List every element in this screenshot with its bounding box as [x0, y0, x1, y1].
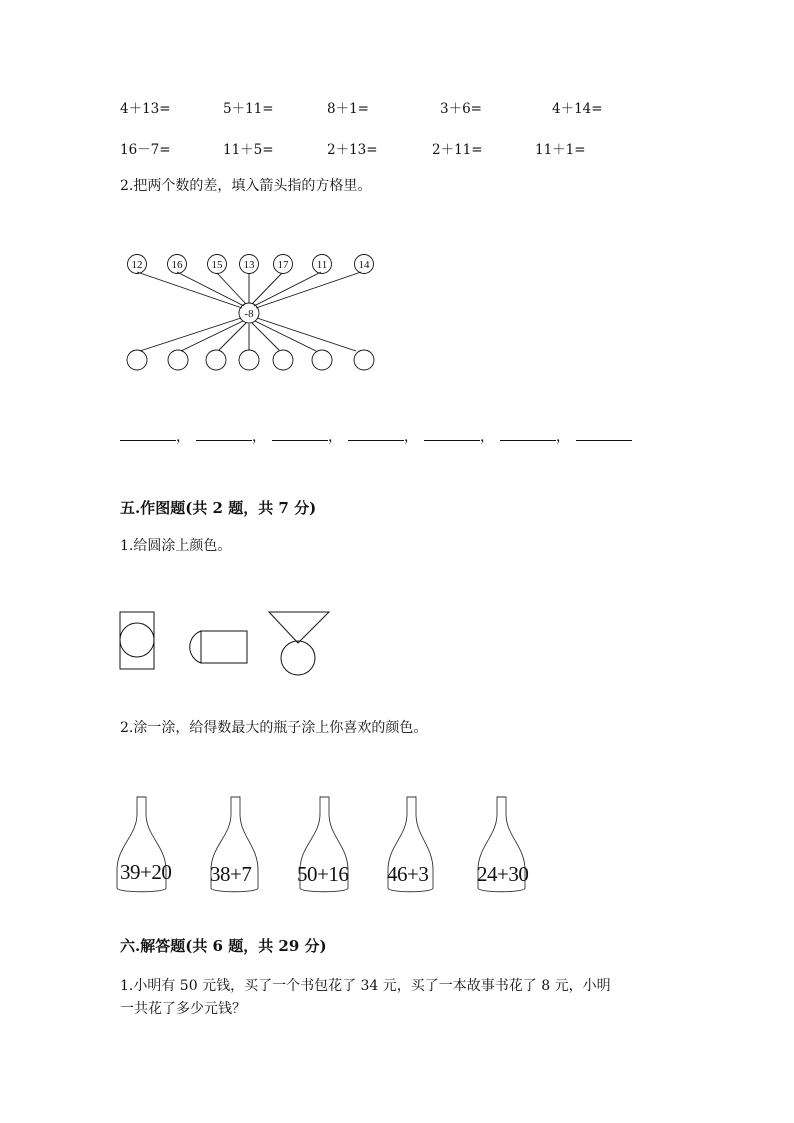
bottle-label: 38+7 [210, 862, 252, 886]
answer-circle [312, 350, 332, 370]
bottle-label: 39+20 [120, 860, 172, 884]
separator: ， [556, 429, 570, 445]
equation: 2＋11= [432, 142, 483, 158]
question-2-text: 2.把两个数的差，填入箭头指的方格里。 [120, 178, 372, 194]
section-5-heading: 五.作图题(共 2 题，共 7 分) [120, 499, 317, 517]
answer-circle [354, 350, 374, 370]
separator: ， [404, 429, 418, 445]
blank-line[interactable] [348, 430, 404, 441]
top-number: 17 [277, 259, 289, 271]
answer-circle [127, 350, 147, 370]
equation: 11＋1= [535, 142, 586, 158]
section-6-question-1-line-2: 一共花了多少元钱？ [120, 1001, 246, 1017]
top-number: 11 [316, 259, 328, 271]
equation: 3＋6= [440, 101, 482, 117]
separator: ， [480, 429, 494, 445]
top-number: 16 [171, 259, 183, 271]
separator: ， [328, 429, 342, 445]
equation: 4＋14= [552, 101, 603, 117]
answer-circle [168, 350, 188, 370]
answer-circle [239, 350, 259, 370]
equation: 2＋13= [327, 142, 378, 158]
equation: 8＋1= [327, 101, 369, 117]
blank-line[interactable] [196, 430, 252, 441]
blank-line[interactable] [120, 430, 176, 441]
top-number: 14 [358, 259, 370, 271]
center-label: -8 [244, 308, 254, 320]
blank-line[interactable] [500, 430, 556, 441]
equation: 4＋13= [120, 101, 171, 117]
equation: 5＋11= [223, 101, 274, 117]
blank-line[interactable] [272, 430, 328, 441]
answer-blanks[interactable] [120, 426, 632, 446]
section-6-question-1-line-1: 1.小明有 50 元钱，买了一个书包花了 34 元，买了一本故事书花了 8 元，小明 [120, 978, 611, 994]
bottle-label: 50+16 [297, 862, 349, 886]
section-5-question-1: 1.给圆涂上颜色。 [120, 538, 232, 554]
separator: ， [252, 429, 266, 445]
section-6-heading: 六.解答题(共 6 题，共 29 分) [120, 937, 327, 955]
blank-line[interactable] [424, 430, 480, 441]
top-number: 15 [211, 259, 223, 271]
top-number: 12 [131, 259, 143, 271]
shapes-to-color [120, 612, 329, 675]
answer-circle [206, 350, 226, 370]
answer-circle [273, 350, 293, 370]
separator: ， [176, 429, 190, 445]
blank-line[interactable] [576, 430, 632, 441]
top-number: 13 [243, 259, 255, 271]
bottle-label: 46+3 [387, 862, 429, 886]
section-5-question-2: 2.涂一涂，给得数最大的瓶子涂上你喜欢的颜色。 [120, 720, 428, 736]
equation: 16－7= [120, 142, 171, 158]
bottle-label: 24+30 [477, 862, 529, 886]
equation: 11＋5= [223, 142, 274, 158]
